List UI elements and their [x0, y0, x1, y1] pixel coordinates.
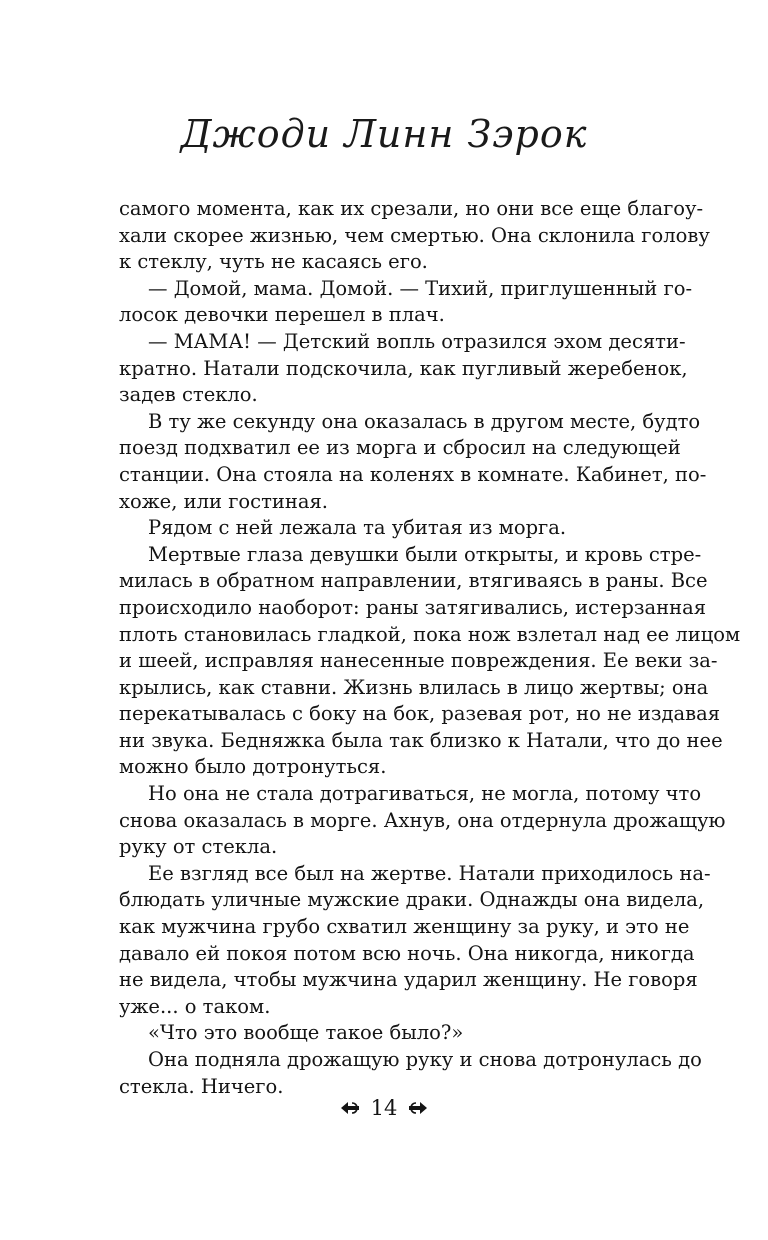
page-footer [0, 1096, 768, 1120]
text-line: — Домой, мама. Домой. — Тихий, приглушенный го- [148, 276, 693, 300]
text-line: давало ей покоя потом всю ночь. Она никогда, никогда [119, 941, 695, 965]
text-line: и шеей, исправляя нанесенные повреждения. Ее веки за- [119, 649, 718, 673]
text-line: крылись, как ставни. Жизнь влилась в лицо жертвы; она [119, 675, 709, 699]
page-number: 14 [370, 1096, 398, 1120]
text-line: милась в обратном направлении, втягиваясь в раны. Все [119, 569, 708, 593]
ornament-right-icon [407, 1099, 429, 1117]
text-line: не видела, чтобы мужчина ударил женщину. Не говоря [119, 968, 698, 992]
text-line: кратно. Натали подскочила, как пугливый жеребенок, [119, 356, 688, 380]
text-line: В ту же секунду она оказалась в другом месте, будто [148, 409, 701, 433]
text-line: происходило наоборот: раны затягивались, истерзанная [119, 595, 707, 619]
text-line: станции. Она стояла на коленях в комнате. Кабинет, по- [119, 462, 707, 486]
text-line: стекла. Ничего. [119, 1074, 284, 1098]
text-line: — МАМА! — Детский вопль отразился эхом десяти- [148, 329, 686, 353]
text-line: блюдать уличные мужские драки. Однажды она видела, [119, 888, 705, 912]
text-line: можно было дотронуться. [119, 755, 387, 779]
text-line: снова оказалась в морге. Ахнув, она отдернула дрожащую [119, 808, 726, 832]
text-line: Она подняла дрожащую руку и снова дотронулась до [148, 1048, 702, 1071]
running-header-author: Джоди Линн Зэрок [180, 112, 588, 156]
text-line: перекатывалась с боку на бок, разевая рот, но не издавая [119, 702, 721, 726]
text-line: задев стекло. [119, 383, 258, 407]
text-line: хали скорее жизнью, чем смертью. Она склонила голову [119, 223, 710, 247]
text-line: Рядом с ней лежала та убитая из морга. [148, 516, 567, 540]
ornament-left-icon [339, 1099, 361, 1117]
text-line: Но она не стала дотрагиваться, не могла, потому что [148, 782, 702, 806]
text-line: ни звука. Бедняжка была так близко к Натали, что до нее [119, 728, 723, 752]
text-line: «Что это вообще такое было?» [148, 1021, 464, 1045]
text-line: Ее взгляд все был на жертве. Натали приходилось на- [148, 861, 711, 885]
text-line: поезд подхватил ее из морга и сбросил на следующей [119, 436, 681, 460]
text-line: как мужчина грубо схватил женщину за руку, и это не [119, 915, 690, 939]
text-line: самого момента, как их срезали, но они все еще благоу- [119, 197, 704, 220]
text-line: руку от стекла. [119, 835, 278, 859]
page-body [119, 196, 741, 1100]
text-line: к стеклу, чуть не касаясь его. [119, 250, 428, 274]
text-line: хоже, или гостиная. [119, 489, 328, 513]
text-line: лосок девочки перешел в плач. [119, 303, 445, 327]
text-line: Мертвые глаза девушки были открыты, и кровь стре- [148, 542, 702, 566]
text-line: уже... о таком. [119, 994, 271, 1018]
text-line: плоть становилась гладкой, пока нож взлетал над ее лицом [119, 622, 741, 646]
